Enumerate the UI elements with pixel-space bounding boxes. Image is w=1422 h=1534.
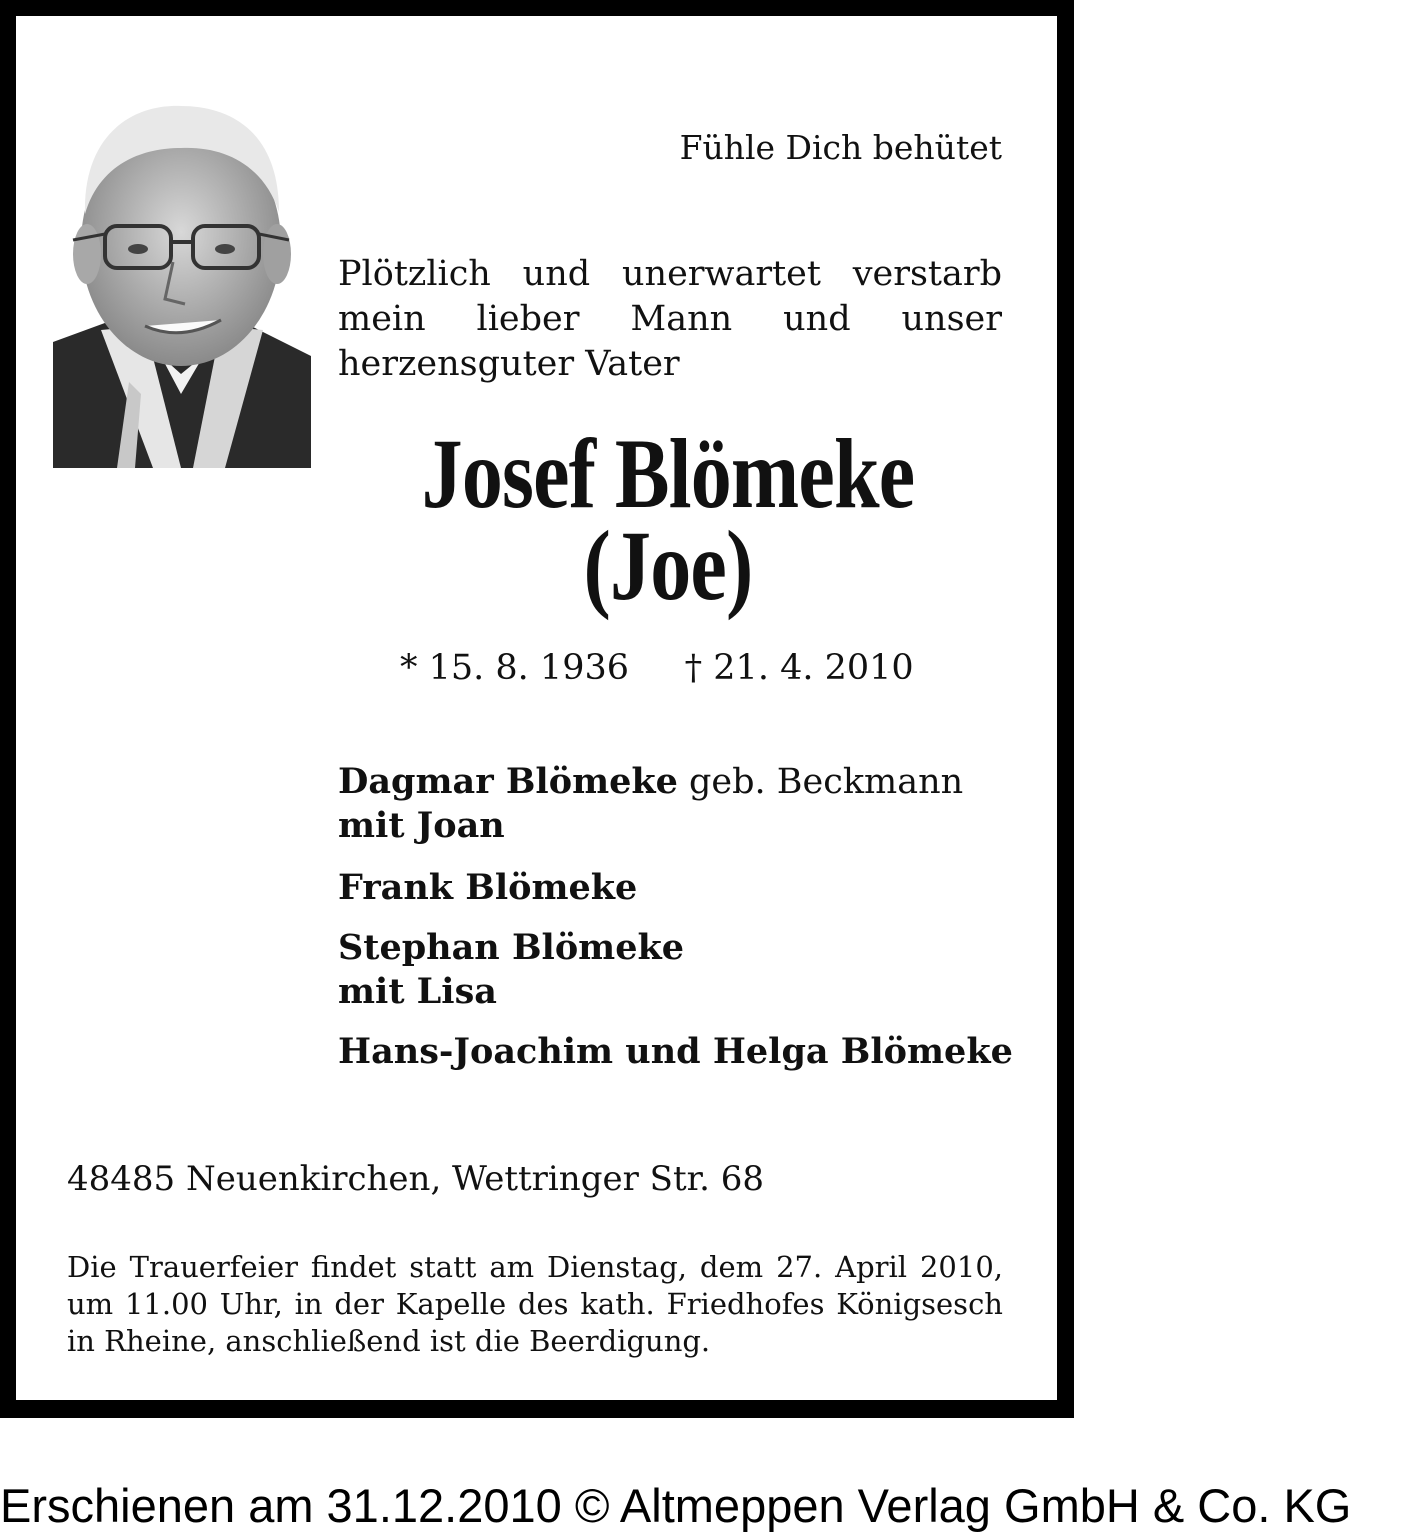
family-name: mit Joan [338, 805, 505, 846]
publication-footer: Erschienen am 31.12.2010 © Altmeppen Verlag GmbH & Co. KG [0, 1479, 1352, 1532]
family-entry-joan [338, 804, 505, 848]
family-entry-lisa [338, 970, 497, 1014]
family-name: Stephan Blömeke [338, 927, 684, 968]
funeral-notice: Die Trauerfeier findet statt am Dienstag, dem 27. April 2010, um 11.00 Uhr, in der Kapelle des kath. Friedhofes Königsesch in Rheine, anschließend ist die Beerdigung. [67, 1250, 1003, 1358]
family-entry-stephan [338, 926, 684, 970]
name-line-2: (Joe) [583, 510, 753, 621]
family-entry-hans-joachim [338, 1030, 1013, 1074]
death-date: † 21. 4. 2010 [684, 648, 914, 688]
address: 48485 Neuenkirchen, Wettringer Str. 68 [67, 1159, 764, 1199]
family-name: Hans-Joachim und Helga Blömeke [338, 1031, 1013, 1072]
portrait-photo [53, 94, 311, 468]
family-entry-dagmar [338, 760, 963, 804]
motto: Fühle Dich behütet [679, 128, 1002, 167]
birth-date: * 15. 8. 1936 [400, 648, 630, 688]
obituary-card [16, 16, 1057, 1400]
name-line-1: Josef Blömeke [421, 418, 915, 529]
intro-text: Plötzlich und unerwartet verstarb mein lieber Mann und unser herzensguter Vater [338, 254, 1002, 384]
family-entry-frank [338, 866, 637, 910]
life-dates [400, 648, 914, 688]
family-name: Dagmar Blömeke [338, 761, 678, 802]
family-name: Frank Blömeke [338, 867, 638, 908]
family-name: mit Lisa [338, 971, 497, 1012]
deceased-name [381, 418, 955, 621]
family-name-suffix: geb. Beckmann [677, 762, 964, 802]
